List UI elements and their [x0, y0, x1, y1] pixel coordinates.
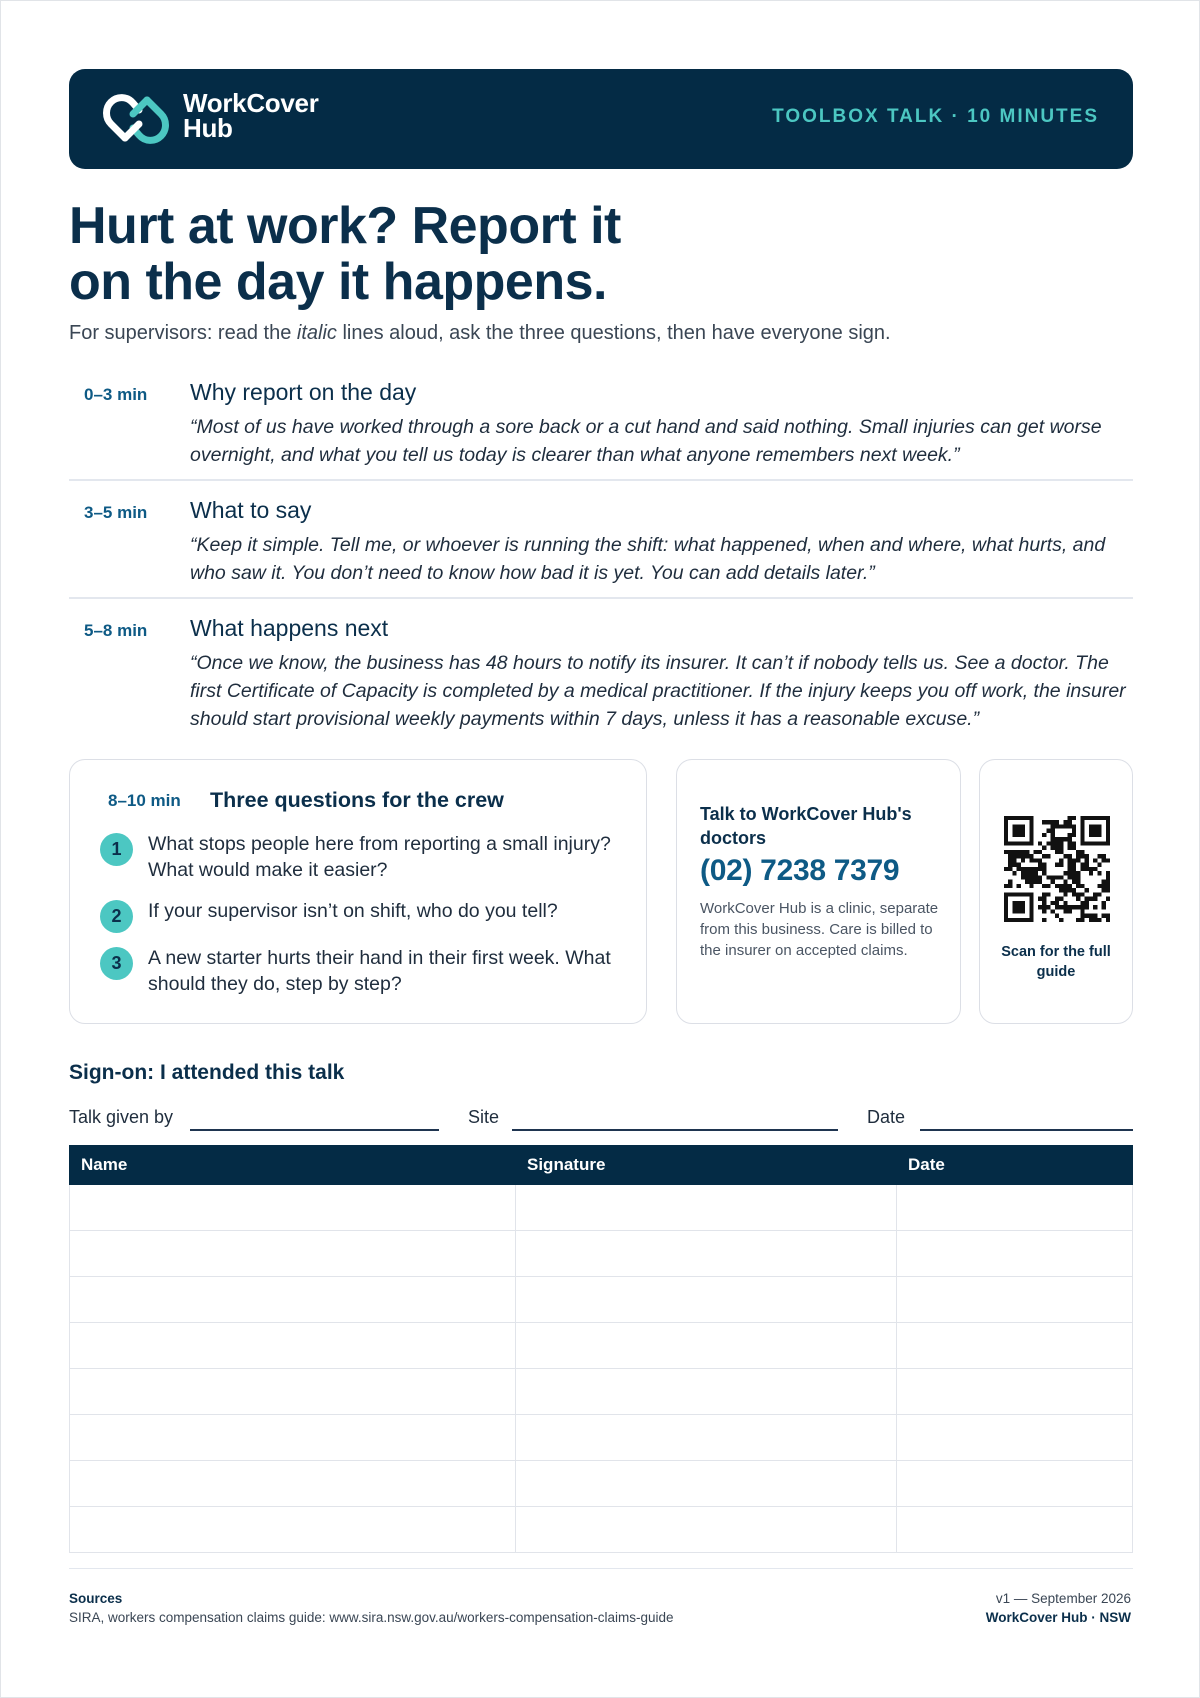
question-number-badge: 2: [100, 900, 133, 933]
agenda-heading: Why report on the day: [190, 379, 417, 405]
date-cell[interactable]: [897, 1231, 1132, 1276]
qr-label: Scan for the full guide: [1001, 944, 1111, 980]
qr-code-icon[interactable]: [1004, 816, 1110, 922]
questions-title: Three questions for the crew: [210, 788, 504, 812]
date-field[interactable]: [920, 1129, 1133, 1131]
doctors-phone[interactable]: (02) 7238 7379: [700, 854, 900, 887]
site-field[interactable]: [512, 1129, 838, 1131]
name-cell[interactable]: [70, 1507, 516, 1552]
name-cell[interactable]: [70, 1231, 516, 1276]
question-text: If your supervisor isn’t on shift, who do you tell?: [148, 900, 558, 922]
signature-cell[interactable]: [516, 1507, 897, 1552]
column-header-name: Name: [81, 1155, 128, 1174]
footer-divider: [69, 1568, 1133, 1569]
intro-before: For supervisors: read the: [69, 322, 297, 344]
name-cell[interactable]: [70, 1369, 516, 1414]
questions-time: 8–10 min: [108, 791, 181, 810]
page-title: [69, 198, 769, 310]
signature-cell[interactable]: [516, 1231, 897, 1276]
question-number-badge: 1: [100, 833, 133, 866]
table-row: [70, 1277, 1132, 1323]
signature-cell[interactable]: [516, 1461, 897, 1506]
agenda-heading: What happens next: [190, 615, 389, 641]
agenda-heading: What to say: [190, 497, 312, 523]
org-text: WorkCover Hub · NSW: [985, 1610, 1131, 1625]
field-label-talk-given-by: Talk given by: [69, 1107, 174, 1127]
title-line1: Hurt at work? Report it: [69, 197, 621, 255]
qr-card: [979, 759, 1133, 1024]
table-row: [70, 1415, 1132, 1461]
header-band: [69, 69, 1133, 169]
date-cell[interactable]: [897, 1369, 1132, 1414]
agenda-time: 0–3 min: [84, 385, 148, 404]
agenda-quote: “Keep it simple. Tell me, or whoever is running the shift: what happened, when and where, what hurts, and who saw it. You don’t need to know how bad it is yet. You can add details later.”: [190, 534, 1106, 584]
table-row: [70, 1507, 1132, 1553]
agenda-quote: “Most of us have worked through a sore back or a cut hand and said nothing. Small injuries can get worse overnight, and what you tell us today is clearer than what anyone remembers next week.”: [190, 416, 1102, 466]
column-header-signature: Signature: [527, 1155, 606, 1174]
divider: [69, 479, 1133, 481]
table-row: [70, 1185, 1132, 1231]
name-cell[interactable]: [70, 1277, 516, 1322]
question-number-badge: 3: [100, 947, 133, 980]
doctors-heading: Talk to WorkCover Hub's doctors: [700, 804, 912, 848]
table-row: [70, 1231, 1132, 1277]
sources-text: SIRA, workers compensation claims guide: www.sira.nsw.gov.au/workers-compensation-claims-guide: [69, 1610, 674, 1625]
divider: [69, 597, 1133, 599]
table-header: [69, 1145, 1133, 1185]
intro-text: [69, 322, 891, 345]
date-cell[interactable]: [897, 1461, 1132, 1506]
agenda-time: 5–8 min: [84, 621, 148, 640]
name-cell[interactable]: [70, 1323, 516, 1368]
signature-cell[interactable]: [516, 1369, 897, 1414]
name-cell[interactable]: [70, 1461, 516, 1506]
agenda-item: [69, 615, 1133, 739]
date-cell[interactable]: [897, 1185, 1132, 1230]
signature-cell[interactable]: [516, 1415, 897, 1460]
signature-cell[interactable]: [516, 1277, 897, 1322]
brand-name-line2: Hub: [183, 113, 233, 143]
agenda-item: [69, 497, 1133, 593]
intro-italic: italic: [296, 322, 337, 344]
table-row: [70, 1323, 1132, 1369]
agenda-item: [69, 379, 1133, 475]
talk-given-by-field[interactable]: [190, 1129, 439, 1131]
agenda-time: 3–5 min: [84, 503, 148, 522]
date-cell[interactable]: [897, 1415, 1132, 1460]
question-text: A new starter hurts their hand in their first week. What should they do, step by step?: [148, 947, 611, 995]
table-row: [70, 1461, 1132, 1507]
name-cell[interactable]: [70, 1415, 516, 1460]
table-row: [70, 1369, 1132, 1415]
heart-link-logo-icon: [103, 93, 169, 145]
title-line2: on the day it happens.: [69, 253, 607, 311]
version-text: v1 — September 2026: [995, 1591, 1131, 1606]
field-label-site: Site: [468, 1107, 500, 1127]
date-cell[interactable]: [897, 1323, 1132, 1368]
intro-after: lines aloud, ask the three questions, then have everyone sign.: [336, 322, 891, 344]
questions-card: [69, 759, 647, 1024]
date-cell[interactable]: [897, 1277, 1132, 1322]
brand-name: [183, 88, 319, 143]
table-body: [69, 1185, 1133, 1553]
doctors-note: WorkCover Hub is a clinic, separate from this business. Care is billed to the insurer on accepted claims.: [700, 900, 939, 959]
field-label-date: Date: [867, 1107, 906, 1127]
signon-title: Sign-on: I attended this talk: [69, 1061, 345, 1084]
date-cell[interactable]: [897, 1507, 1132, 1552]
agenda-quote: “Once we know, the business has 48 hours to notify its insurer. It can’t if nobody tells us. See a doctor. The first Certificate of Capacity is completed by a medical practitioner. If the injury keeps you off work, the insurer should start provisional weekly payments within 7 days, unless it has a reasonable excuse.”: [190, 652, 1126, 730]
column-header-date: Date: [908, 1155, 945, 1174]
brand-name-line1: WorkCover: [183, 88, 319, 118]
sources-title: Sources: [69, 1591, 123, 1606]
signature-cell[interactable]: [516, 1185, 897, 1230]
doctors-card: [676, 759, 961, 1024]
question-text: What stops people here from reporting a small injury? What would make it easier?: [148, 833, 611, 881]
toolbox-tag: TOOLBOX TALK · 10 MINUTES: [772, 106, 1099, 127]
name-cell[interactable]: [70, 1185, 516, 1230]
signature-cell[interactable]: [516, 1323, 897, 1368]
